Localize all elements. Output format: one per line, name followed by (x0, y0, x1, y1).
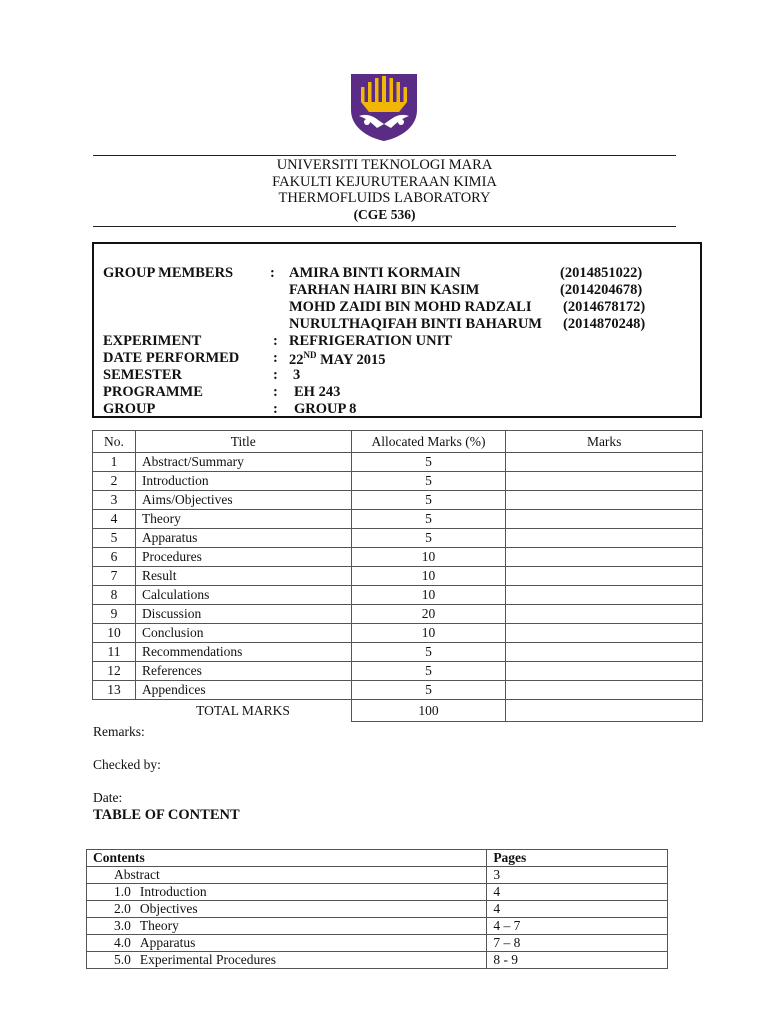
allocated-marks: 5 (351, 643, 506, 662)
row-title: References (135, 662, 351, 681)
row-title: Calculations (135, 586, 351, 605)
row-number: 3 (93, 491, 136, 510)
table-row (93, 586, 703, 605)
marks-cell (506, 453, 703, 472)
total-marks-cell (506, 700, 703, 722)
column-header: Title (135, 431, 351, 453)
toc-entry (87, 884, 487, 901)
allocated-marks: 10 (351, 624, 506, 643)
marks-cell (506, 605, 703, 624)
group-value: GROUP 8 (294, 401, 357, 417)
toc-label: Experimental Procedures (139, 952, 276, 967)
table-row (93, 662, 703, 681)
marks-table (92, 430, 703, 722)
total-value: 100 (351, 700, 506, 722)
row-title: Abstract/Summary (135, 453, 351, 472)
toc-row (87, 884, 668, 901)
group-label: GROUP (103, 401, 156, 417)
row-number: 9 (93, 605, 136, 624)
toc-row (87, 901, 668, 918)
allocated-marks: 10 (351, 567, 506, 586)
colon: : (270, 265, 275, 281)
toc-entry (87, 935, 487, 952)
row-number: 2 (93, 472, 136, 491)
colon: : (273, 350, 278, 366)
row-title: Recommendations (135, 643, 351, 662)
marks-cell (506, 643, 703, 662)
table-row (93, 491, 703, 510)
semester-label: SEMESTER (103, 367, 182, 383)
table-row (93, 453, 703, 472)
toc-number: 3.0 (114, 918, 131, 933)
row-number: 8 (93, 586, 136, 605)
toc-number: 4.0 (114, 935, 131, 950)
toc-header-row (87, 850, 668, 867)
university-name: UNIVERSITI TEKNOLOGI MARA (276, 157, 493, 173)
experiment-label: EXPERIMENT (103, 333, 202, 349)
date-performed-value: 22ND MAY 2015 (289, 350, 386, 368)
course-code: (CGE 536) (353, 206, 416, 222)
colon: : (273, 401, 278, 417)
allocated-marks: 10 (351, 548, 506, 567)
toc-table (86, 849, 668, 969)
table-row (93, 643, 703, 662)
allocated-marks: 5 (351, 681, 506, 700)
allocated-marks: 5 (351, 453, 506, 472)
table-row (93, 567, 703, 586)
programme-value: EH 243 (294, 384, 341, 400)
toc-label: Theory (139, 918, 179, 933)
row-number: 4 (93, 510, 136, 529)
toc-label: Abstract (114, 867, 160, 882)
top-rule (93, 155, 676, 156)
row-number: 6 (93, 548, 136, 567)
allocated-marks: 5 (351, 491, 506, 510)
allocated-marks: 5 (351, 472, 506, 491)
table-row (93, 624, 703, 643)
member-name: MOHD ZAIDI BIN MOHD RADZALI (289, 299, 532, 315)
column-header: Marks (506, 431, 703, 453)
row-number: 13 (93, 681, 136, 700)
row-title: Introduction (135, 472, 351, 491)
member-id: (2014870248) (563, 316, 646, 332)
semester-value: 3 (293, 367, 301, 383)
allocated-marks: 10 (351, 586, 506, 605)
total-label: TOTAL MARKS (196, 702, 290, 718)
toc-number: 5.0 (114, 952, 131, 967)
faculty-name: FAKULTI KEJURUTERAAN KIMIA (272, 173, 497, 190)
row-title: Procedures (135, 548, 351, 567)
row-number: 11 (93, 643, 136, 662)
marks-cell (506, 548, 703, 567)
toc-pages: 4 (487, 901, 668, 918)
column-header: Contents (87, 850, 487, 867)
experiment-value: REFRIGERATION UNIT (289, 333, 452, 349)
remarks-label: Remarks: (93, 724, 145, 739)
allocated-marks: 5 (351, 662, 506, 681)
toc-title: TABLE OF CONTENT (93, 807, 240, 823)
table-row (93, 472, 703, 491)
toc-entry (87, 867, 487, 884)
member-name: FARHAN HAIRI BIN KASIM (289, 282, 480, 298)
group-members-label: GROUP MEMBERS (103, 265, 234, 281)
allocated-marks: 20 (351, 605, 506, 624)
marks-cell (506, 681, 703, 700)
allocated-marks: 5 (351, 529, 506, 548)
member-name: AMIRA BINTI KORMAIN (289, 265, 461, 281)
toc-label: Apparatus (139, 935, 196, 950)
row-number: 10 (93, 624, 136, 643)
marks-cell (506, 529, 703, 548)
row-title: Theory (135, 510, 351, 529)
row-number: 7 (93, 567, 136, 586)
checked-by-label: Checked by: (93, 757, 161, 772)
toc-entry (87, 952, 487, 969)
row-title: Aims/Objectives (135, 491, 351, 510)
toc-row (87, 935, 668, 952)
marks-cell (506, 472, 703, 491)
row-title: Appendices (135, 681, 351, 700)
marks-cell (506, 586, 703, 605)
row-number: 5 (93, 529, 136, 548)
date-label: Date: (93, 790, 123, 805)
marks-cell (506, 510, 703, 529)
marks-cell (506, 662, 703, 681)
programme-label: PROGRAMME (103, 384, 203, 400)
colon: : (273, 333, 278, 349)
table-cell (93, 700, 136, 722)
toc-number: 2.0 (114, 901, 131, 916)
column-header: Allocated Marks (%) (351, 431, 506, 453)
column-header: No. (93, 431, 136, 453)
member-name: NURULTHAQIFAH BINTI BAHARUM (289, 316, 542, 332)
toc-pages: 8 - 9 (487, 952, 668, 969)
row-title: Discussion (135, 605, 351, 624)
colon: : (273, 384, 278, 400)
bottom-rule (93, 226, 676, 227)
row-title: Apparatus (135, 529, 351, 548)
total-row (93, 700, 703, 722)
toc-row (87, 867, 668, 884)
table-row (93, 605, 703, 624)
toc-pages: 4 (487, 884, 668, 901)
member-id: (2014851022) (560, 265, 643, 281)
toc-label: Introduction (139, 884, 207, 899)
toc-pages: 7 – 8 (487, 935, 668, 952)
toc-entry (87, 918, 487, 935)
allocated-marks: 5 (351, 510, 506, 529)
toc-number: 1.0 (114, 884, 131, 899)
row-number: 12 (93, 662, 136, 681)
toc-row (87, 918, 668, 935)
lab-name: THERMOFLUIDS LABORATORY (278, 190, 491, 206)
toc-row (87, 952, 668, 969)
marks-header-row (93, 431, 703, 453)
university-logo (347, 72, 421, 142)
document-header (93, 157, 676, 223)
toc-label: Objectives (139, 901, 198, 916)
row-title: Result (135, 567, 351, 586)
marks-cell (506, 624, 703, 643)
row-title: Conclusion (135, 624, 351, 643)
member-id: (2014678172) (563, 299, 646, 315)
colon: : (273, 367, 278, 383)
table-row (93, 681, 703, 700)
table-row (93, 548, 703, 567)
toc-pages: 4 – 7 (487, 918, 668, 935)
date-performed-label: DATE PERFORMED (103, 350, 240, 366)
table-row (93, 510, 703, 529)
toc-entry (87, 901, 487, 918)
marks-cell (506, 491, 703, 510)
column-header: Pages (487, 850, 668, 867)
marks-cell (506, 567, 703, 586)
table-row (93, 529, 703, 548)
member-id: (2014204678) (560, 282, 643, 298)
row-number: 1 (93, 453, 136, 472)
toc-pages: 3 (487, 867, 668, 884)
